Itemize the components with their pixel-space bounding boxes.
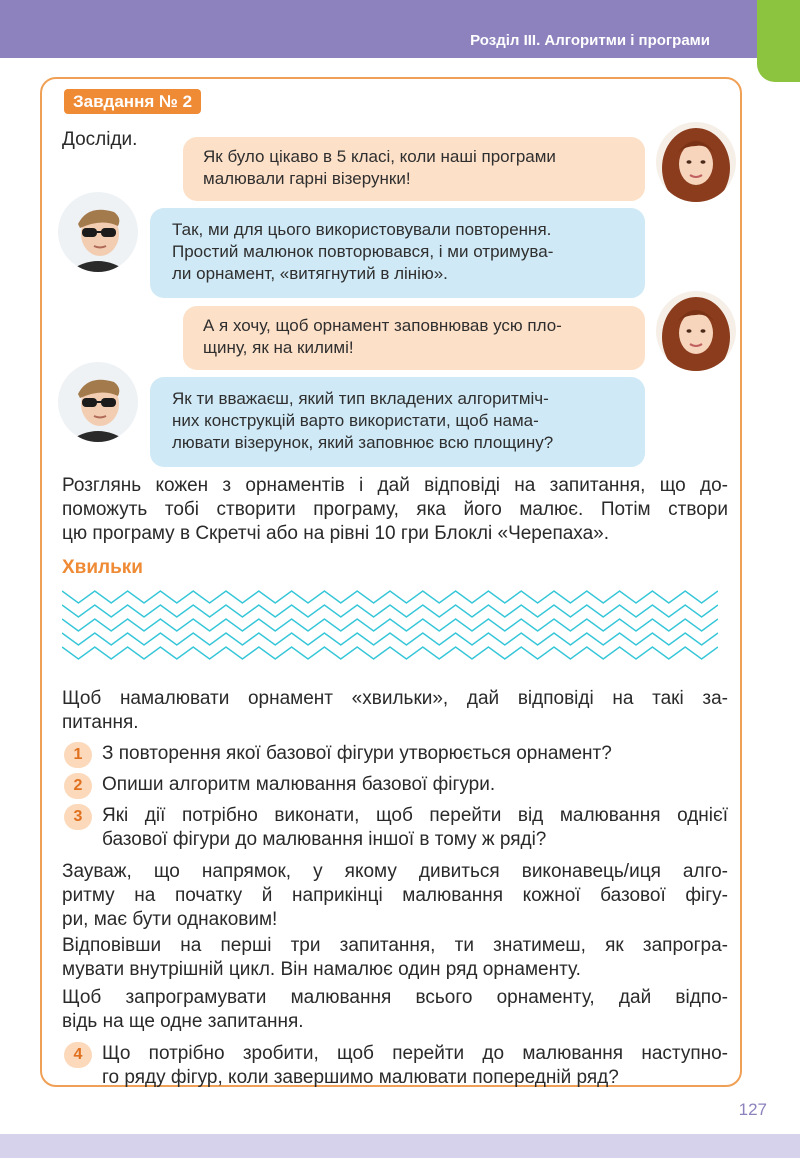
zigzag-ornament — [62, 586, 718, 666]
ask-line: Щоб намалювати орнамент «хвильки», дай відповіді на такі за- — [62, 688, 728, 709]
para-line: мувати внутрішній цикл. Він намалює один ряд орнаменту. — [62, 959, 581, 980]
boy-bubble-1 — [150, 208, 645, 298]
bubble-line: Простий малюнок повторювався, і ми отримува- — [172, 242, 554, 261]
question-text: Які дії потрібно виконати, щоб перейти від малювання однієї — [102, 805, 728, 826]
bubble-line: лювати візерунок, який заповнює всю площину? — [172, 433, 554, 452]
task-instruction: Досліди. — [62, 129, 138, 150]
section-title: Хвильки — [62, 557, 143, 578]
page-number: 127 — [738, 1100, 767, 1119]
question-text: го ряду фігур, коли завершимо малювати попередній ряд? — [102, 1067, 619, 1088]
bubble-line: А я хочу, щоб орнамент заповнював усю пло- — [203, 316, 562, 335]
question-text: Що потрібно зробити, щоб перейти до малювання наступно- — [102, 1043, 728, 1064]
task-badge: Завдання № 2 — [64, 89, 201, 114]
chapter-tab — [757, 0, 800, 82]
para-line: Відповівши на перші три запитання, ти знатимеш, як запрогра- — [62, 935, 728, 956]
note-line: ри, має бути однаковим! — [62, 909, 278, 930]
girl-avatar — [656, 122, 736, 202]
ask-line: питання. — [62, 712, 139, 733]
bubble-line: щину, як на килимі! — [203, 338, 354, 357]
question-number: 2 — [64, 773, 92, 799]
boy-bubble-2 — [150, 377, 645, 467]
intro-line: Розглянь кожен з орнаментів і дай відповіді на запитання, що до- — [62, 475, 728, 496]
question-number: 1 — [64, 742, 92, 768]
chapter-title: Розділ ІІІ. Алгоритми і програми — [470, 32, 710, 49]
question-text: Опиши алгоритм малювання базової фігури. — [102, 774, 496, 795]
bubble-line: малювали гарні візерунки! — [203, 169, 411, 188]
page-header — [0, 0, 760, 58]
intro-line: поможуть тобі створити програму, яка його малює. Потім створи — [62, 499, 728, 520]
boy-avatar — [58, 362, 138, 442]
girl-bubble-2 — [183, 306, 645, 370]
intro-line: цю програму в Скретчі або на рівні 10 гри Блоклі «Черепаха». — [62, 523, 609, 544]
para-line: відь на ще одне запитання. — [62, 1011, 304, 1032]
note-line: ритму на початку й наприкінці малювання кожної базової фігу- — [62, 885, 728, 906]
question-number: 4 — [64, 1042, 92, 1068]
para-line: Щоб запрограмувати малювання всього орнаменту, дай відпо- — [62, 987, 728, 1008]
page-footer — [0, 1134, 800, 1158]
bubble-line: Як ти вважаєш, який тип вкладених алгоритміч- — [172, 389, 549, 408]
question-text: З повторення якої базової фігури утворюється орнамент? — [102, 743, 612, 764]
girl-bubble-1 — [183, 137, 645, 201]
note-line: Зауваж, що напрямок, у якому дивиться виконавець/иця алго- — [62, 861, 728, 882]
bubble-line: Як було цікаво в 5 класі, коли наші програми — [203, 147, 556, 166]
question-number: 3 — [64, 804, 92, 830]
bubble-line: ли орнамент, «витягнутий в лінію». — [172, 264, 448, 283]
bubble-line: Так, ми для цього використовували повторення. — [172, 220, 552, 239]
boy-avatar — [58, 192, 138, 272]
girl-avatar — [656, 291, 736, 371]
bubble-line: них конструкцій варто використати, щоб нама- — [172, 411, 539, 430]
question-text: базової фігури до малювання іншої в тому ж ряді? — [102, 829, 547, 850]
